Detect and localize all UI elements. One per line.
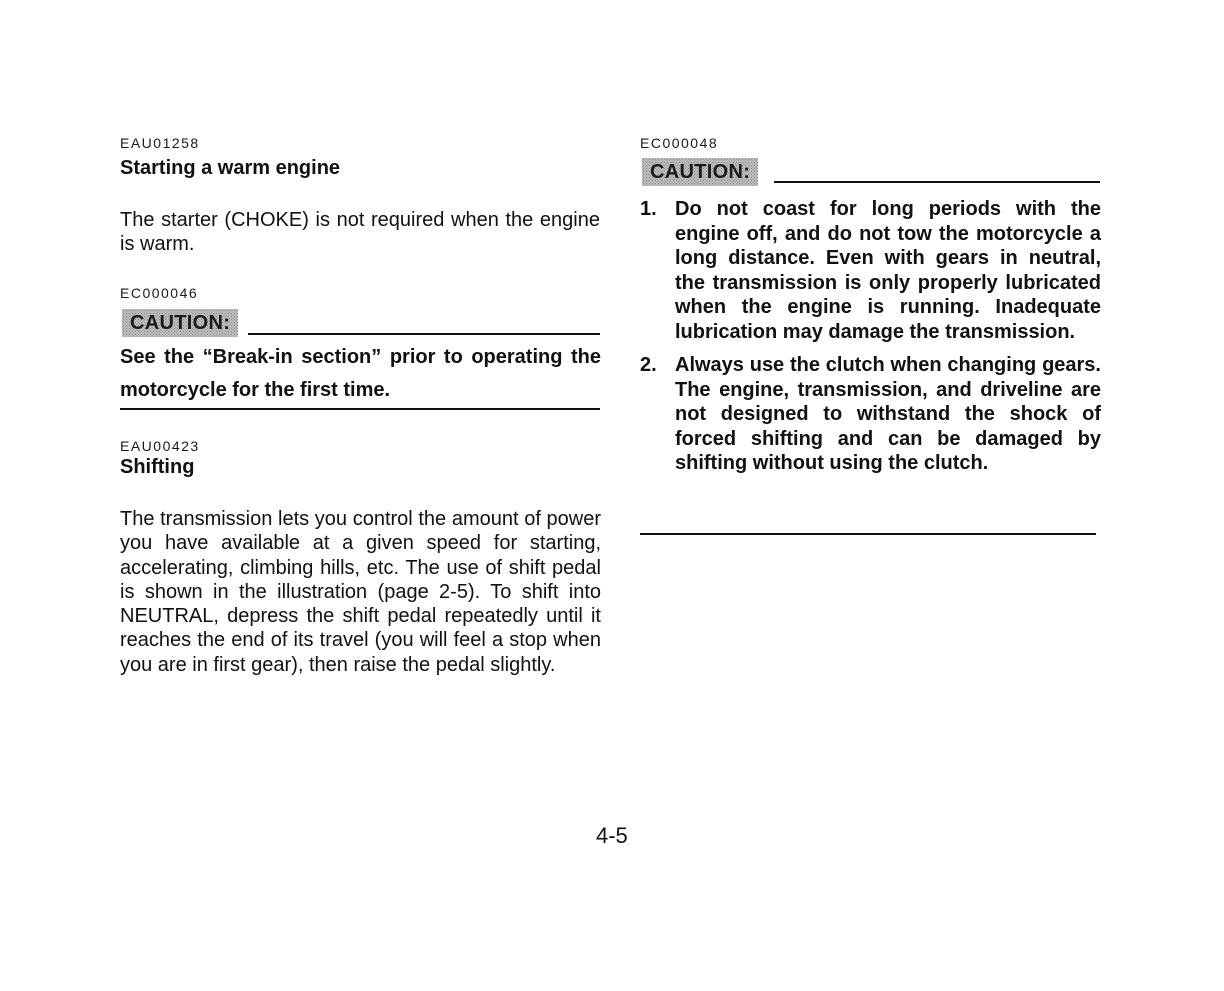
caution-text-break-in: See the “Break-in section” prior to operating the motorcycle for the first time. [120, 346, 601, 401]
heading-starting-warm-engine: Starting a warm engine [120, 157, 341, 179]
caution-list [640, 197, 1101, 476]
list-item-number: 2. [640, 354, 657, 376]
caution-label-coasting: CAUTION: [642, 158, 758, 186]
section-code-shifting: EAU00423 [120, 438, 200, 454]
list-item-text: Do not coast for long periods with the engine off, and do not tow the motorcycle a long distance. Even with gears in neutral, the transmission is only properly lubricated when the engine is running. Inadequate lubrication may damage the transmission. [675, 198, 1101, 343]
list-item-number: 1. [640, 198, 657, 220]
section-code-starting-warm-engine: EAU01258 [120, 135, 200, 151]
caution-label-rule-right [774, 181, 1100, 183]
caution-end-rule-right [640, 533, 1096, 535]
paragraph-starting-warm-engine: The starter (CHOKE) is not required when the engine is warm. [120, 209, 600, 256]
list-item [640, 197, 1101, 344]
list-item-text: Always use the clutch when changing gears. The engine, transmission, and driveline are not designed to withstand the shock of forced shifting and can be damaged by shifting without using the clutch. [675, 354, 1101, 474]
paragraph-shifting: The transmission lets you control the amount of power you have available at a given speed for starting, accelerating, climbing hills, etc. The use of shift pedal is shown in the illustration (page 2-5). To shift into NEUTRAL, depress the shift pedal repeatedly until it reaches the end of its travel (you will feel a stop when you are in first gear), then raise the pedal slightly. [120, 508, 601, 676]
caution-code-break-in: EC000046 [120, 285, 199, 301]
caution-label-break-in: CAUTION: [122, 309, 238, 337]
caution-label-rule [248, 333, 600, 335]
caution-code-coasting: EC000048 [640, 135, 719, 151]
page-number: 4-5 [596, 823, 628, 848]
list-item [640, 353, 1101, 476]
heading-shifting: Shifting [120, 456, 195, 478]
caution-end-rule [120, 408, 600, 410]
